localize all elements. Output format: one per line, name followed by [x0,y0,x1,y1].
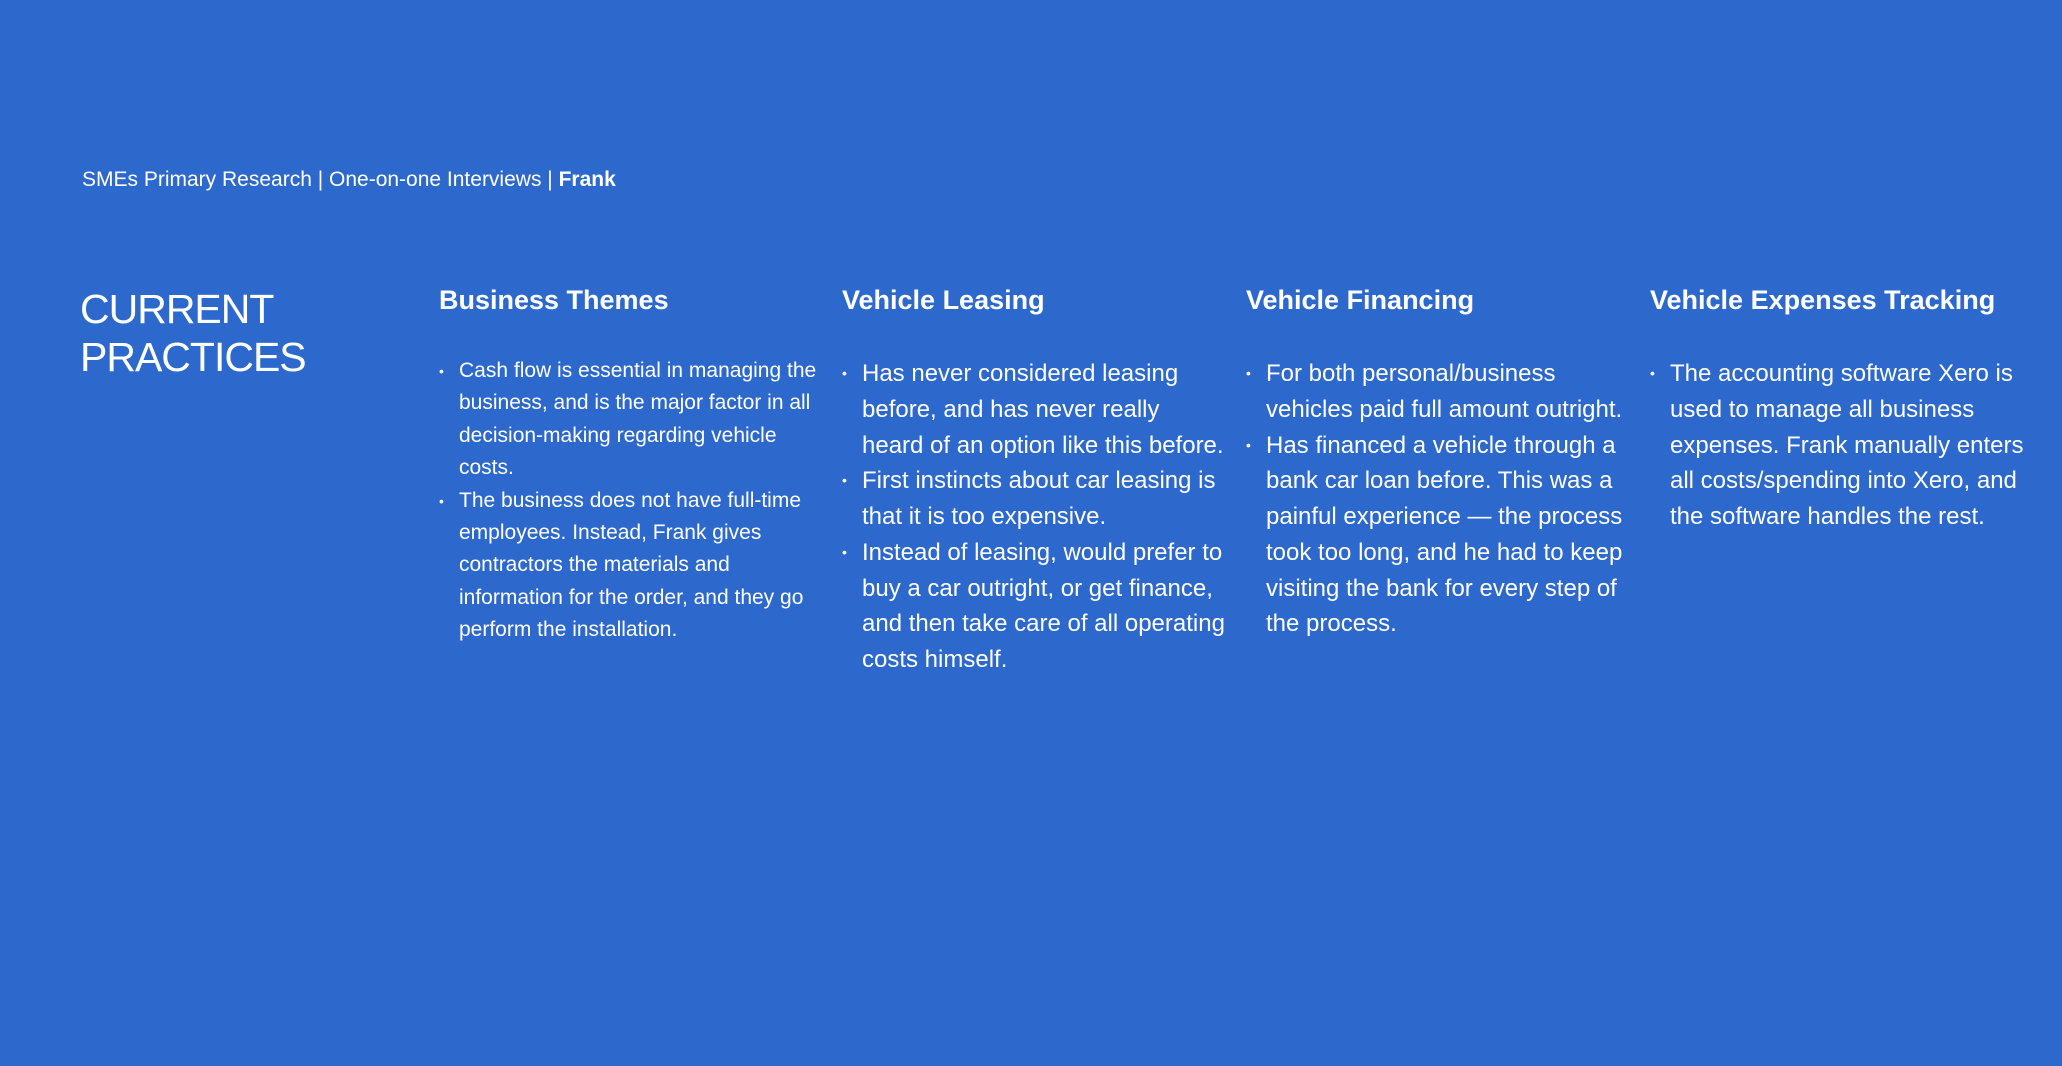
bullet-item [842,535,1227,678]
bullet-text: Has never considered leasing before, and has never really heard of an option like this before. [862,360,1224,459]
section-title-line-1: CURRENT [80,286,274,332]
bullet-icon: • [1650,365,1655,381]
column-vehicle-leasing [842,282,1227,678]
column-heading: Business Themes [439,285,669,315]
bullet-icon: • [842,543,847,560]
bullet-item [842,356,1227,463]
bullet-list [1650,356,2040,535]
bullet-item [439,355,819,485]
column-heading: Vehicle Leasing [842,285,1045,315]
column-heading: Vehicle Expenses Tracking [1650,285,1996,315]
bullet-text: For both personal/business vehicles paid full amount outright. [1266,360,1623,423]
bullet-icon: • [439,492,444,509]
bullet-text: The accounting software Xero is used to manage all business expenses. Frank manually enters all costs/spending into Xero, and the software handles the rest. [1670,360,2024,530]
bullet-icon: • [1246,436,1251,453]
bullet-text: The business does not have full-time employees. Instead, Frank gives contractors the materials and information for the order, and they go perform the installation. [459,488,804,642]
bullet-item [1246,356,1631,428]
column-business-themes [439,282,819,647]
bullet-icon: • [842,365,847,381]
bullet-text: Has financed a vehicle through a bank car loan before. This was a painful experience — the process took too long, and he had to keep visiting the bank for every step of the process. [1266,431,1623,638]
breadcrumb [82,168,616,192]
bullet-item [842,463,1227,535]
breadcrumb-path: SMEs Primary Research | One-on-one Interviews | [82,168,559,191]
bullet-text: Cash flow is essential in managing the business, and is the major factor in all decision-making regarding vehicle costs. [459,359,817,480]
column-vehicle-expenses-tracking [1650,282,2040,535]
bullet-item [1650,356,2040,535]
bullet-icon: • [439,363,444,379]
bullet-text: Instead of leasing, would prefer to buy a car outright, or get finance, and then take care of all operating costs himself. [862,538,1225,673]
bullet-list [1246,356,1631,642]
bullet-text: First instincts about car leasing is that it is too expensive. [862,467,1216,530]
column-vehicle-financing [1246,282,1631,642]
bullet-item [1246,428,1631,643]
bullet-icon: • [842,472,847,489]
bullet-list [842,356,1227,678]
section-title [80,285,306,381]
section-title-line-2: PRACTICES [80,334,306,380]
bullet-icon: • [1246,365,1251,381]
bullet-list [439,355,819,647]
bullet-item [439,485,819,647]
breadcrumb-interviewee: Frank [558,168,616,191]
column-heading: Vehicle Financing [1246,285,1475,315]
